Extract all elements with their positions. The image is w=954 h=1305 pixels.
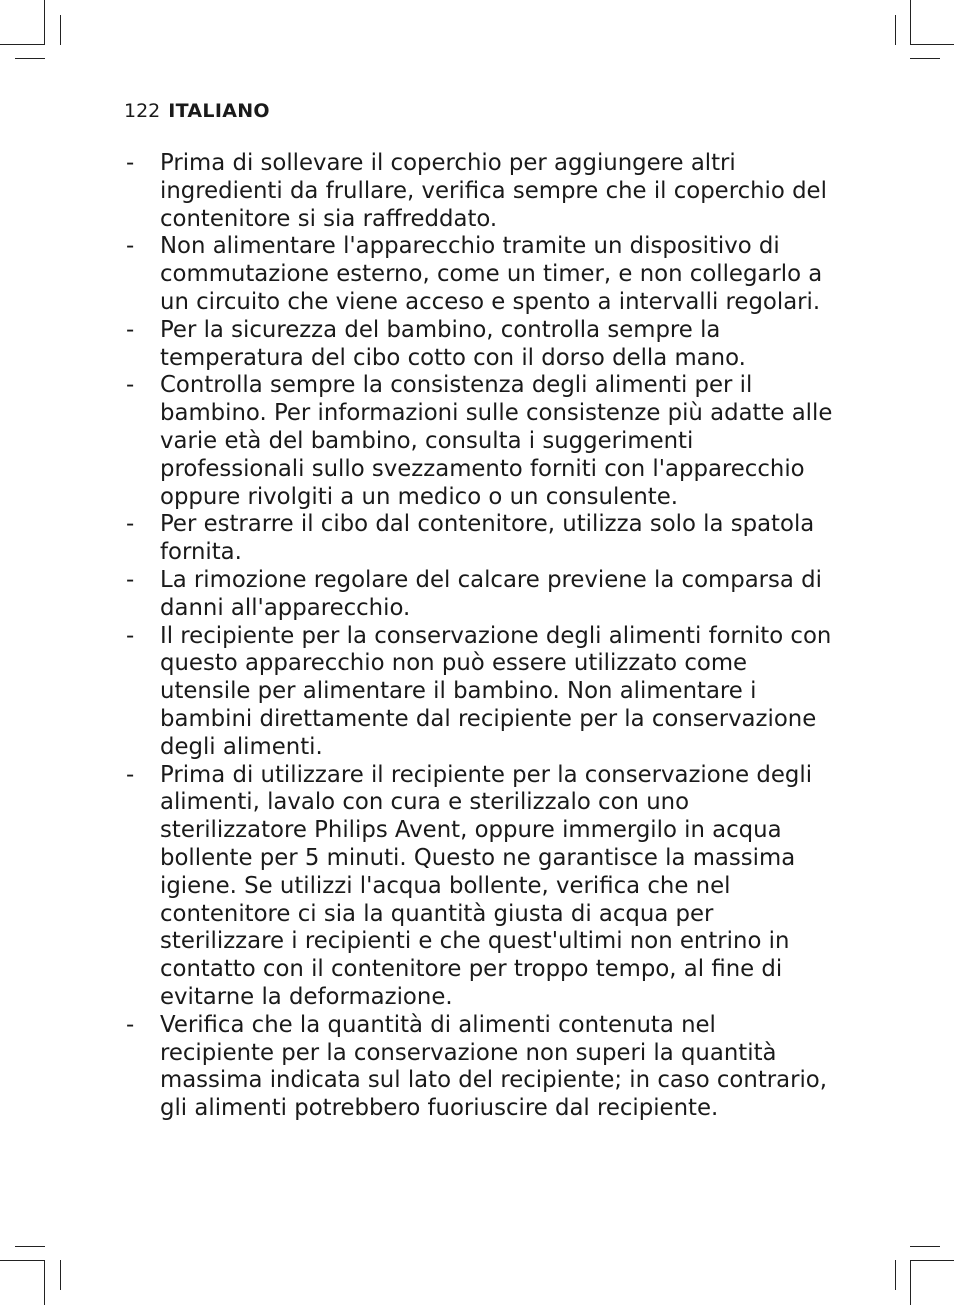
- crop-mark: [910, 1260, 954, 1261]
- list-item: [124, 150, 834, 233]
- list-bullet: -: [126, 622, 135, 649]
- list-item: [124, 372, 834, 511]
- list-item-text: Verifica che la quantità di alimenti contenuta nel recipiente per la conservazione non superi la quantità massima indicata sul lato del recipiente; in caso contrario, gli alimenti potrebbero fuoriuscire dal recipiente.: [160, 1011, 827, 1122]
- crop-mark: [60, 1260, 61, 1290]
- list-item: [124, 567, 834, 623]
- crop-mark: [910, 1260, 911, 1305]
- crop-mark: [895, 1260, 896, 1290]
- list-bullet: -: [126, 372, 135, 399]
- safety-list: [124, 150, 834, 1123]
- crop-mark: [910, 1246, 940, 1247]
- list-bullet: -: [126, 511, 135, 538]
- crop-mark: [15, 58, 45, 59]
- list-item: [124, 623, 834, 762]
- list-item-text: Il recipiente per la conservazione degli alimenti fornito con questo apparecchio non può essere utilizzato come utensile per alimentare il bambino. Non alimentare i bambini direttamente dal recipiente per la conservazione degli alimenti.: [160, 622, 832, 760]
- page-number: 122: [124, 100, 161, 122]
- crop-mark: [44, 0, 45, 45]
- list-item: [124, 317, 834, 373]
- list-item-text: La rimozione regolare del calcare previene la comparsa di danni all'apparecchio.: [160, 566, 822, 621]
- list-item-text: Per estrarre il cibo dal contenitore, utilizza solo la spatola fornita.: [160, 511, 815, 566]
- crop-mark: [0, 1260, 45, 1261]
- language-label: ITALIANO: [168, 100, 270, 122]
- list-bullet: -: [126, 150, 135, 176]
- list-item-text: Controlla sempre la consistenza degli alimenti per il bambino. Per informazioni sulle consistenze più adatte alle varie età del bambino, consulta i suggerimenti professionali sullo svezzamento forniti con l'apparecchio oppure rivolgiti a un medico o un consulente.: [160, 372, 833, 510]
- list-item-text: Prima di utilizzare il recipiente per la conservazione degli alimenti, lavalo con cura e sterilizzalo con uno sterilizzatore Philips Avent, oppure immergilo in acqua bollente per 5 minuti. Questo ne garantisce la massima igiene. Se utilizzi l'acqua bollente, verifica che nel contenitore ci sia la quantità giusta di acqua per sterilizzare i recipienti e che quest'ultimi non entrino in contatto con il contenitore per troppo tempo, al fine di evitarne la deformazione.: [160, 761, 813, 1010]
- list-item-text: Non alimentare l'apparecchio tramite un dispositivo di commutazione esterno, come un timer, e non collegarlo a un circuito che viene acceso e spento a intervalli regolari.: [160, 233, 823, 315]
- crop-mark: [910, 0, 911, 45]
- list-bullet: -: [126, 566, 135, 593]
- list-item-text: Per la sicurezza del bambino, controlla sempre la temperatura del cibo cotto con il dorso della mano.: [160, 316, 746, 371]
- list-bullet: -: [126, 316, 135, 343]
- list-bullet: -: [126, 233, 135, 260]
- crop-mark: [895, 15, 896, 45]
- list-bullet: -: [126, 761, 135, 788]
- crop-mark: [910, 44, 954, 45]
- list-item: [124, 1012, 834, 1123]
- crop-mark: [44, 1260, 45, 1305]
- list-item: [124, 511, 834, 567]
- crop-mark: [15, 1246, 45, 1247]
- crop-mark: [60, 15, 61, 45]
- list-item: [124, 762, 834, 1012]
- list-item-text: Prima di sollevare il coperchio per aggiungere altri ingredienti da frullare, verifica sempre che il coperchio del contenitore si sia raffreddato.: [160, 150, 827, 232]
- crop-mark: [0, 44, 45, 45]
- list-item: [124, 233, 834, 316]
- list-bullet: -: [126, 1011, 135, 1038]
- page-header: [124, 99, 270, 123]
- crop-mark: [910, 58, 940, 59]
